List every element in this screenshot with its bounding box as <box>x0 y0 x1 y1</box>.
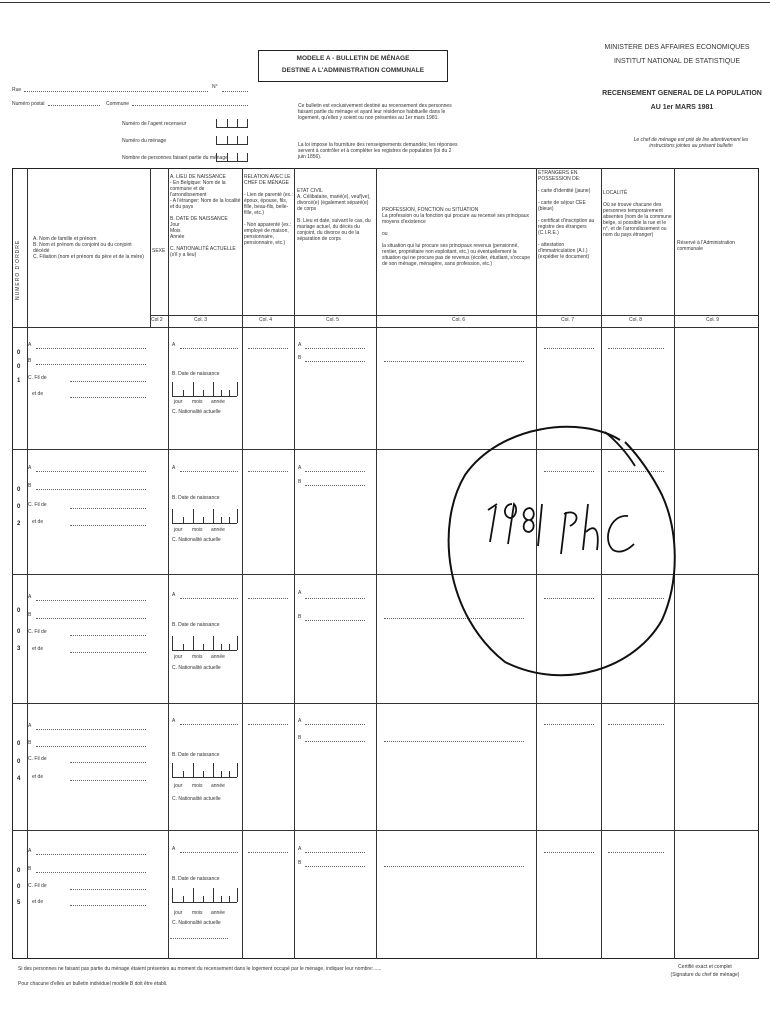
row-label-b: B <box>28 866 32 872</box>
row-col5-b: B <box>298 860 302 866</box>
row-nationality-field[interactable] <box>170 938 228 939</box>
row-birthdate-label: B. Date de naissance <box>172 876 220 882</box>
address-postal-field[interactable] <box>48 105 100 106</box>
address-rue-field[interactable] <box>24 91 208 92</box>
row-label-col3-a: A <box>172 846 176 852</box>
col5-number: Col. 5 <box>326 317 340 323</box>
col1-header-text: A. Nom de famille et prénom B. Nom et prénom du conjoint ou du conjoint décédé C. Filiation (nom et prénom du père et de la mère) <box>33 236 144 260</box>
row-order-digit: 0 <box>17 608 21 614</box>
row-mois-label: mois <box>192 654 203 660</box>
row-civil-b-field[interactable] <box>305 485 365 486</box>
col7-header-text: ETRANGERS EN POSSESSION DE: - carte d'identité (jaune) - carte de séjour CEE (bleue) - certificat d'inscription au registre des étrangers (C.I.R.E.) - attestation d'immatriculation (A.I.) (expédier le document) <box>538 170 595 260</box>
row-civil-a-field[interactable] <box>305 724 365 725</box>
row-annee-label: année <box>211 527 225 533</box>
row-label-a: A <box>28 594 32 600</box>
row-foreigner-field[interactable] <box>544 724 594 725</box>
row-mois-label: mois <box>192 527 203 533</box>
row-label-a: A <box>28 342 32 348</box>
row-profession-field[interactable] <box>384 741 524 742</box>
form-title-box <box>258 50 448 82</box>
row-profession-field[interactable] <box>384 866 524 867</box>
col6-header-text: PROFESSION, FONCTION ou SITUATION La profession ou la fonction qui procure au recensé ses principaux moyens d'existence ou la situation qui lui procure ses principaux revenus (pensionné, rentier, propriétaire non exploitant, etc.) ou éventuellement la situation qui ne procure pas de revenus (écolier, étudiant, s'occupe de son ménage, ménagère, sans profession, etc.) <box>382 207 530 267</box>
address-no-label: N° <box>212 84 218 90</box>
row-order-digit: 0 <box>17 759 21 765</box>
row-col5-b: B <box>298 735 302 741</box>
row-label-c: C. Fil de <box>28 629 47 635</box>
row-order-digit: 0 <box>17 504 21 510</box>
address-rue-label: Rue <box>12 87 22 93</box>
col5-header-text: ETAT CIVIL A. Célibataire, marié(e), veuf(ve), divorcé(e) (également séparé(e) de corps B. Lieu et date, suivant le cas, du mariage actuel, du décès du conjoint, du divorce ou de la séparation de corps <box>297 188 371 242</box>
row-label-a: A <box>28 848 32 854</box>
row-civil-a-field[interactable] <box>305 852 365 853</box>
row-order-digit: 0 <box>17 350 21 356</box>
row-label-c-et: et de <box>32 519 44 525</box>
row-locality-field[interactable] <box>608 348 664 349</box>
row-father-field[interactable] <box>70 762 146 763</box>
row-label-c-et: et de <box>32 646 44 652</box>
row-col5-a: A <box>298 465 302 471</box>
row-jour-label: jour <box>174 654 183 660</box>
col-number-row-line <box>150 315 759 316</box>
row-col4-field[interactable] <box>248 852 288 853</box>
row-col4-field[interactable] <box>248 598 288 599</box>
row-birthdate-label: B. Date de naissance <box>172 752 220 758</box>
household-number-boxes[interactable] <box>216 136 248 145</box>
row-father-field[interactable] <box>70 635 146 636</box>
household-number-label: Numéro du ménage <box>122 138 167 144</box>
row-jour-label: jour <box>174 783 183 789</box>
row-spouse-field[interactable] <box>36 618 146 619</box>
row-label-c-et: et de <box>32 391 44 397</box>
row-mother-field[interactable] <box>70 652 146 653</box>
col7-number: Col. 7 <box>561 317 575 323</box>
row-civil-b-field[interactable] <box>305 620 365 621</box>
form-title-line2: DESTINE A L'ADMINISTRATION COMMUNALE <box>281 67 425 74</box>
row-label-a: A <box>28 723 32 729</box>
row-civil-b-field[interactable] <box>305 866 365 867</box>
row-birthdate-label: B. Date de naissance <box>172 371 220 377</box>
row-birthplace-field[interactable] <box>180 348 238 349</box>
row-birthdate-boxes[interactable] <box>172 382 237 397</box>
col3-header-text: A. LIEU DE NAISSANCE - En Belgique: Nom de la commune et de l'arrondissement - A l'étranger: Nom de la localité et du pays B. DATE DE NAISSANCE Jour Mois Année C. NATIONALITÉ ACTUELLE (s'il y a lieu) <box>170 174 241 258</box>
col6-number: Col. 6 <box>452 317 466 323</box>
row-birthdate-boxes[interactable] <box>172 763 237 778</box>
persons-count-label: Nombre de personnes faisant partie du ménage <box>122 155 228 161</box>
top-border-line <box>0 2 770 3</box>
ministry-line1: MINISTERE DES AFFAIRES ECONOMIQUES <box>604 44 750 51</box>
row-civil-a-field[interactable] <box>305 598 365 599</box>
row-label-b: B <box>28 358 32 364</box>
row-order-digit: 4 <box>17 776 21 782</box>
form-title-line1: MODELE A - BULLETIN DE MÉNAGE <box>296 55 410 62</box>
row-order-digit: 0 <box>17 364 21 370</box>
row-label-col3-a: A <box>172 465 176 471</box>
row-label-c-et: et de <box>32 899 44 905</box>
row-father-field[interactable] <box>70 381 146 382</box>
row-label-col3-a: A <box>172 592 176 598</box>
row-nationality-label: C. Nationalité actuelle <box>172 796 221 802</box>
row-civil-b-field[interactable] <box>305 361 365 362</box>
row-col4-field[interactable] <box>248 471 288 472</box>
footer-note-2: Pour chacune d'elles un bulletin individuel modèle B doit être établi. <box>18 981 168 987</box>
handwritten-annotation <box>430 400 690 700</box>
row-order-digit: 0 <box>17 884 21 890</box>
row-annee-label: année <box>211 654 225 660</box>
row-birthplace-field[interactable] <box>180 724 238 725</box>
row-label-c-et: et de <box>32 774 44 780</box>
census-line1: RECENSEMENT GENERAL DE LA POPULATION <box>602 90 762 97</box>
certify-line-2: (Signature du chef de ménage) <box>670 972 740 978</box>
row-birthdate-label: B. Date de naissance <box>172 622 220 628</box>
row-civil-a-field[interactable] <box>305 348 365 349</box>
row-col5-a: A <box>298 846 302 852</box>
row-col4-field[interactable] <box>248 348 288 349</box>
row-birthdate-label: B. Date de naissance <box>172 495 220 501</box>
row-birthdate-boxes[interactable] <box>172 636 237 651</box>
row-birthplace-field[interactable] <box>180 598 238 599</box>
agent-number-label: Numéro de l'agent recenseur <box>122 121 187 127</box>
row-name-field[interactable] <box>36 600 146 601</box>
address-commune-label: Commune <box>106 101 130 107</box>
table-row <box>12 830 759 959</box>
row-birthplace-field[interactable] <box>180 471 238 472</box>
row-annee-label: année <box>211 910 225 916</box>
row-name-field[interactable] <box>36 348 146 349</box>
row-jour-label: jour <box>174 910 183 916</box>
row-order-digit: 2 <box>17 521 21 527</box>
row-father-field[interactable] <box>70 889 146 890</box>
row-name-field[interactable] <box>36 854 146 855</box>
agent-number-boxes[interactable] <box>216 119 248 128</box>
row-jour-label: jour <box>174 527 183 533</box>
row-birthplace-field[interactable] <box>180 852 238 853</box>
row-foreigner-field[interactable] <box>544 348 594 349</box>
col2-number: Col 2 <box>151 317 163 323</box>
row-birthdate-boxes[interactable] <box>172 888 237 903</box>
row-label-c: C. Fil de <box>28 375 47 381</box>
intro-paragraph-1: Ce bulletin est exclusivement destiné au recensement des personnes faisant partie du ménage et ayant leur résidence habituelle dans le logement, qu'elles y soient ou non présentes au 1er mars 1981. <box>298 103 452 121</box>
col9-header-text: Réservé à l'Administration communale <box>677 240 735 252</box>
row-civil-a-field[interactable] <box>305 471 365 472</box>
row-nationality-label: C. Nationalité actuelle <box>172 920 221 926</box>
row-nationality-label: C. Nationalité actuelle <box>172 537 221 543</box>
row-label-a: A <box>28 465 32 471</box>
row-mother-field[interactable] <box>70 905 146 906</box>
row-locality-field[interactable] <box>608 724 664 725</box>
address-commune-field[interactable] <box>132 105 248 106</box>
row-label-b: B <box>28 740 32 746</box>
row-nationality-label: C. Nationalité actuelle <box>172 409 221 415</box>
row-mother-field[interactable] <box>70 397 146 398</box>
address-postal-label: Numéro postal <box>12 101 45 107</box>
row-order-digit: 0 <box>17 487 21 493</box>
row-mois-label: mois <box>192 399 203 405</box>
row-mother-field[interactable] <box>70 525 146 526</box>
row-mother-field[interactable] <box>70 780 146 781</box>
census-line2: AU 1er MARS 1981 <box>650 104 714 111</box>
row-foreigner-field[interactable] <box>544 852 594 853</box>
ministry-line2: INSTITUT NATIONAL DE STATISTIQUE <box>613 58 740 65</box>
row-order-digit: 3 <box>17 646 21 652</box>
row-col5-a: A <box>298 718 302 724</box>
row-col5-b: B <box>298 479 302 485</box>
row-locality-field[interactable] <box>608 852 664 853</box>
row-order-digit: 5 <box>17 900 21 906</box>
row-annee-label: année <box>211 399 225 405</box>
row-father-field[interactable] <box>70 508 146 509</box>
row-label-b: B <box>28 612 32 618</box>
chef-note: Le chef de ménage est prié de lire attentivement les instructions jointes au présent bulletin <box>633 137 749 149</box>
row-spouse-field[interactable] <box>36 746 146 747</box>
col4-number: Col. 4 <box>259 317 273 323</box>
col8-number: Col. 8 <box>629 317 643 323</box>
row-order-digit: 0 <box>17 868 21 874</box>
row-col5-a: A <box>298 590 302 596</box>
table-row <box>12 703 759 830</box>
row-mois-label: mois <box>192 910 203 916</box>
col2-header-text: SEXE <box>152 248 166 254</box>
row-name-field[interactable] <box>36 729 146 730</box>
col-sep-2 <box>150 168 151 327</box>
row-birthdate-boxes[interactable] <box>172 509 237 524</box>
row-label-col3-a: A <box>172 718 176 724</box>
row-spouse-field[interactable] <box>36 489 146 490</box>
row-col5-b: B <box>298 614 302 620</box>
persons-count-boxes[interactable] <box>216 153 248 162</box>
row-col5-b: B <box>298 355 302 361</box>
row-order-digit: 0 <box>17 629 21 635</box>
row-name-field[interactable] <box>36 471 146 472</box>
col9-number: Col. 9 <box>706 317 720 323</box>
row-label-c: C. Fil de <box>28 502 47 508</box>
certify-line-1: Certifié exact et complet <box>678 964 732 970</box>
intro-paragraph-2: La loi impose la fourniture des renseignements demandés; les réponses servent à contrôler et à compléter les registres de population (loi du 2 juin 1856). <box>298 142 458 160</box>
row-jour-label: jour <box>174 399 183 405</box>
row-col4-field[interactable] <box>248 724 288 725</box>
row-order-digit: 0 <box>17 741 21 747</box>
row-label-col3-a: A <box>172 342 176 348</box>
col4-header-text: RELATION AVEC LE CHEF DE MÉNAGE - Lien de parenté (ex.: époux, épouse, fils, fille, beau-fils, belle-fille, etc.) - Non apparenté (ex.: employé de maison, pensionnaire, pensionnaire, etc.) <box>244 174 293 246</box>
row-col5-a: A <box>298 342 302 348</box>
row-spouse-field[interactable] <box>36 364 146 365</box>
row-label-b: B <box>28 483 32 489</box>
address-no-field[interactable] <box>222 91 248 92</box>
row-nationality-label: C. Nationalité actuelle <box>172 665 221 671</box>
row-annee-label: année <box>211 783 225 789</box>
col8-header-text: LOCALITÉ Où se trouve chacune des personnes temporairement absentes (nom de la commune belge, si possible la rue et le n°, et de l'arrondissement ou nom du pays étranger) <box>603 190 672 238</box>
row-label-c: C. Fil de <box>28 883 47 889</box>
col3-number: Col. 3 <box>194 317 208 323</box>
row-civil-b-field[interactable] <box>305 741 365 742</box>
row-profession-field[interactable] <box>384 361 524 362</box>
row-mois-label: mois <box>192 783 203 789</box>
footer-note-1: Si des personnes ne faisant pas partie du ménage étaient présentes au moment du recensement dans le logement occupé par le ménage, indiquer leur nombre:...... <box>18 966 382 972</box>
row-order-digit: 1 <box>17 378 21 384</box>
row-label-c: C. Fil de <box>28 756 47 762</box>
col1-side-label: NUMERO D'ORDRE <box>15 239 21 300</box>
row-spouse-field[interactable] <box>36 872 146 873</box>
